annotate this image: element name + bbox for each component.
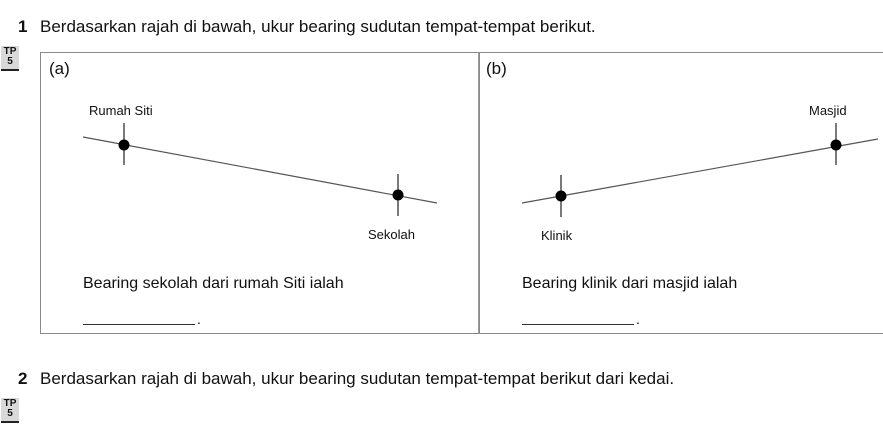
question-1-text: Berdasarkan rajah di bawah, ukur bearing sudutan tempat-tempat berikut.	[40, 17, 596, 36]
tp-badge-1-bottom: 5	[7, 56, 13, 67]
panel-a-label: (a)	[49, 59, 70, 78]
diagram-panel-b	[479, 52, 883, 334]
question-a-text: Bearing sekolah dari rumah Siti ialah	[83, 275, 344, 292]
place-sekolah-label: Sekolah	[368, 227, 415, 242]
question-2-number: 2	[18, 369, 28, 388]
answer-blank-b[interactable]	[522, 324, 634, 325]
place-masjid-label: Masjid	[809, 103, 847, 118]
question-1-number: 1	[18, 17, 28, 36]
tp-badge-1	[1, 46, 19, 71]
question-b-text: Bearing klinik dari masjid ialah	[522, 275, 738, 292]
tp-badge-2-top: TP	[3, 398, 17, 409]
answer-a-period: .	[197, 311, 201, 327]
question-2-text: Berdasarkan rajah di bawah, ukur bearing sudutan tempat-tempat berikut dari kedai.	[40, 369, 675, 388]
panel-b-label: (b)	[486, 59, 507, 78]
tp-badge-1-top: TP	[3, 46, 17, 57]
tp-badge-2	[1, 398, 19, 423]
place-rumah-siti-label: Rumah Siti	[89, 103, 153, 118]
point-rumah-siti	[119, 140, 130, 151]
place-klinik-label: Klinik	[541, 228, 573, 243]
point-masjid	[831, 140, 842, 151]
line-rumah-siti-sekolah	[83, 137, 437, 203]
point-sekolah	[393, 190, 404, 201]
point-klinik	[556, 191, 567, 202]
answer-blank-a[interactable]	[83, 324, 195, 325]
answer-b-period: .	[636, 311, 640, 327]
line-klinik-masjid	[522, 139, 878, 203]
tp-badge-2-bottom: 5	[7, 408, 13, 419]
diagram-panel-a	[40, 52, 480, 334]
